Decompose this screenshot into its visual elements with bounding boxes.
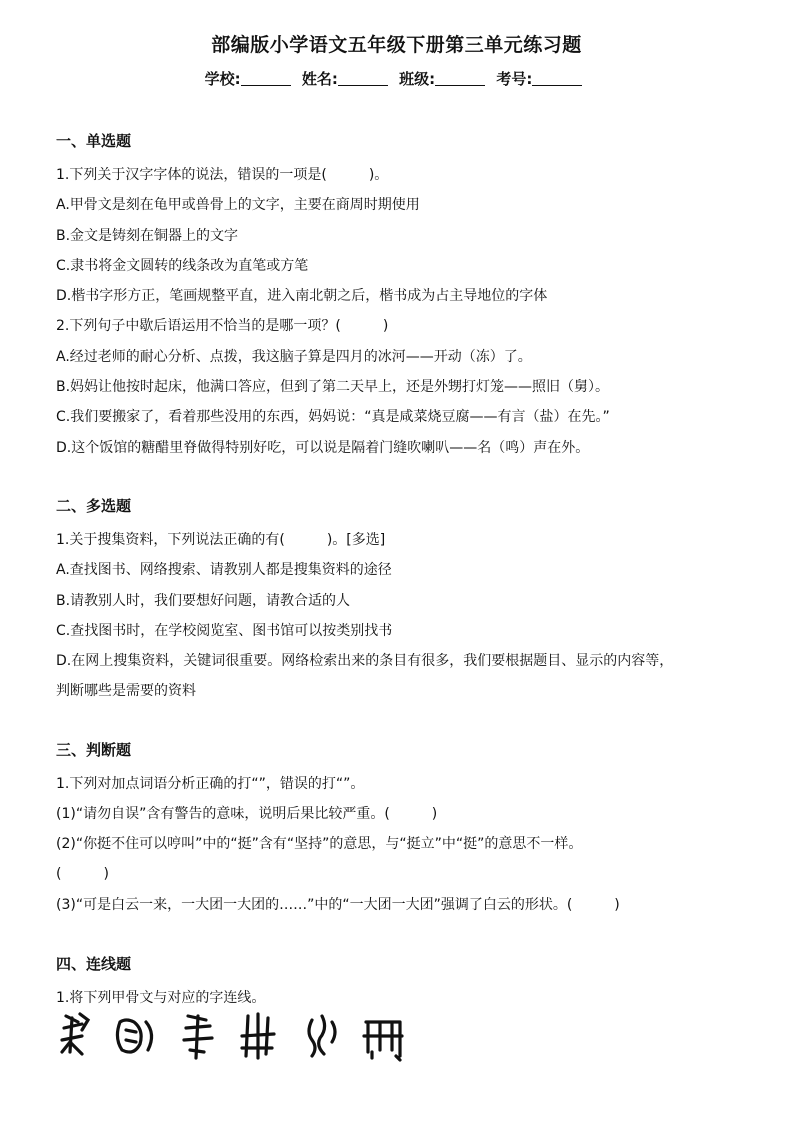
option-a: A.甲骨文是刻在龟甲或兽骨上的文字，主要在商周时期使用 <box>56 197 420 213</box>
question-stem: 1.将下列甲骨文与对应的字连线。 <box>56 990 266 1006</box>
option-c: C.我们要搬家了，看着那些没用的东西，妈妈说：“真是咸菜烧豆腐——有言（盐）在先。” <box>56 409 610 425</box>
oracle-glyph-3[interactable] <box>184 1016 212 1058</box>
oracle-glyph-6[interactable] <box>364 1022 402 1060</box>
page-title: 部编版小学语文五年级下册第三单元练习题 <box>211 34 582 56</box>
judge-item-3: (3)“可是白云一来，一大团一大团的……”中的“一大团一大团”强调了白云的形状。( ) <box>56 897 620 913</box>
judge-item-2-answer: ( ) <box>56 866 109 882</box>
section-heading-single: 一、单选题 <box>56 132 132 150</box>
oracle-bone-glyphs <box>0 1008 793 1068</box>
option-c: C.查找图书时，在学校阅览室、图书馆可以按类别找书 <box>56 623 393 639</box>
option-d: D.楷书字形方正，笔画规整平直，进入南北朝之后，楷书成为占主导地位的字体 <box>56 288 548 304</box>
school-label: 学校: <box>204 70 241 88</box>
judge-item-1: (1)“请勿自误”含有警告的意味，说明后果比较严重。( ) <box>56 806 438 822</box>
name-blank[interactable] <box>338 71 388 86</box>
exam-no-blank[interactable] <box>532 71 582 86</box>
oracle-glyph-1[interactable] <box>62 1014 88 1054</box>
class-blank[interactable] <box>435 71 485 86</box>
option-b: B.请教别人时，我们要想好问题，请教合适的人 <box>56 593 351 609</box>
judge-item-2: (2)“你挺不住可以哼叫”中的“挺”含有“坚持”的意思，与“挺立”中“挺”的意思不一样。 <box>56 836 583 852</box>
option-a: A.查找图书、网络搜索、请教别人都是搜集资料的途径 <box>56 562 392 578</box>
class-label: 班级: <box>399 70 436 88</box>
oracle-glyph-4[interactable] <box>242 1014 274 1058</box>
option-b: B.妈妈让他按时起床，他满口答应，但到了第二天早上，还是外甥打灯笼——照旧（舅）。 <box>56 379 610 395</box>
school-blank[interactable] <box>241 71 291 86</box>
section-heading-multi: 二、多选题 <box>56 497 132 515</box>
exam-no-label: 考号: <box>496 70 533 88</box>
question-stem: 1.关于搜集资料，下列说法正确的有( )。[多选] <box>56 532 386 548</box>
option-b: B.金文是铸刻在铜器上的文字 <box>56 228 239 244</box>
oracle-glyph-2[interactable] <box>117 1020 151 1052</box>
oracle-glyph-5[interactable] <box>309 1016 335 1056</box>
option-d-continued: 判断哪些是需要的资料 <box>56 683 196 699</box>
option-a: A.经过老师的耐心分析、点拨，我这脑子算是四月的冰河——开动（冻）了。 <box>56 349 532 365</box>
option-d: D.这个饭馆的糖醋里脊做得特别好吃，可以说是隔着门缝吹喇叭——名（鸣）声在外。 <box>56 440 590 456</box>
question-stem: 1.下列关于汉字字体的说法，错误的一项是( )。 <box>56 167 389 183</box>
option-c: C.隶书将金文圆转的线条改为直笔或方笔 <box>56 258 309 274</box>
question-stem: 2.下列句子中歇后语运用不恰当的是哪一项？( ) <box>56 318 389 334</box>
student-info-row <box>0 68 793 89</box>
section-heading-judge: 三、判断题 <box>56 741 132 759</box>
question-stem: 1.下列对加点词语分析正确的打“”，错误的打“”。 <box>56 776 365 792</box>
name-label: 姓名: <box>301 70 338 88</box>
option-d: D.在网上搜集资料，关键词很重要。网络检索出来的条目有很多，我们要根据题目、显示的内容等， <box>56 653 674 669</box>
section-heading-match: 四、连线题 <box>56 955 132 973</box>
